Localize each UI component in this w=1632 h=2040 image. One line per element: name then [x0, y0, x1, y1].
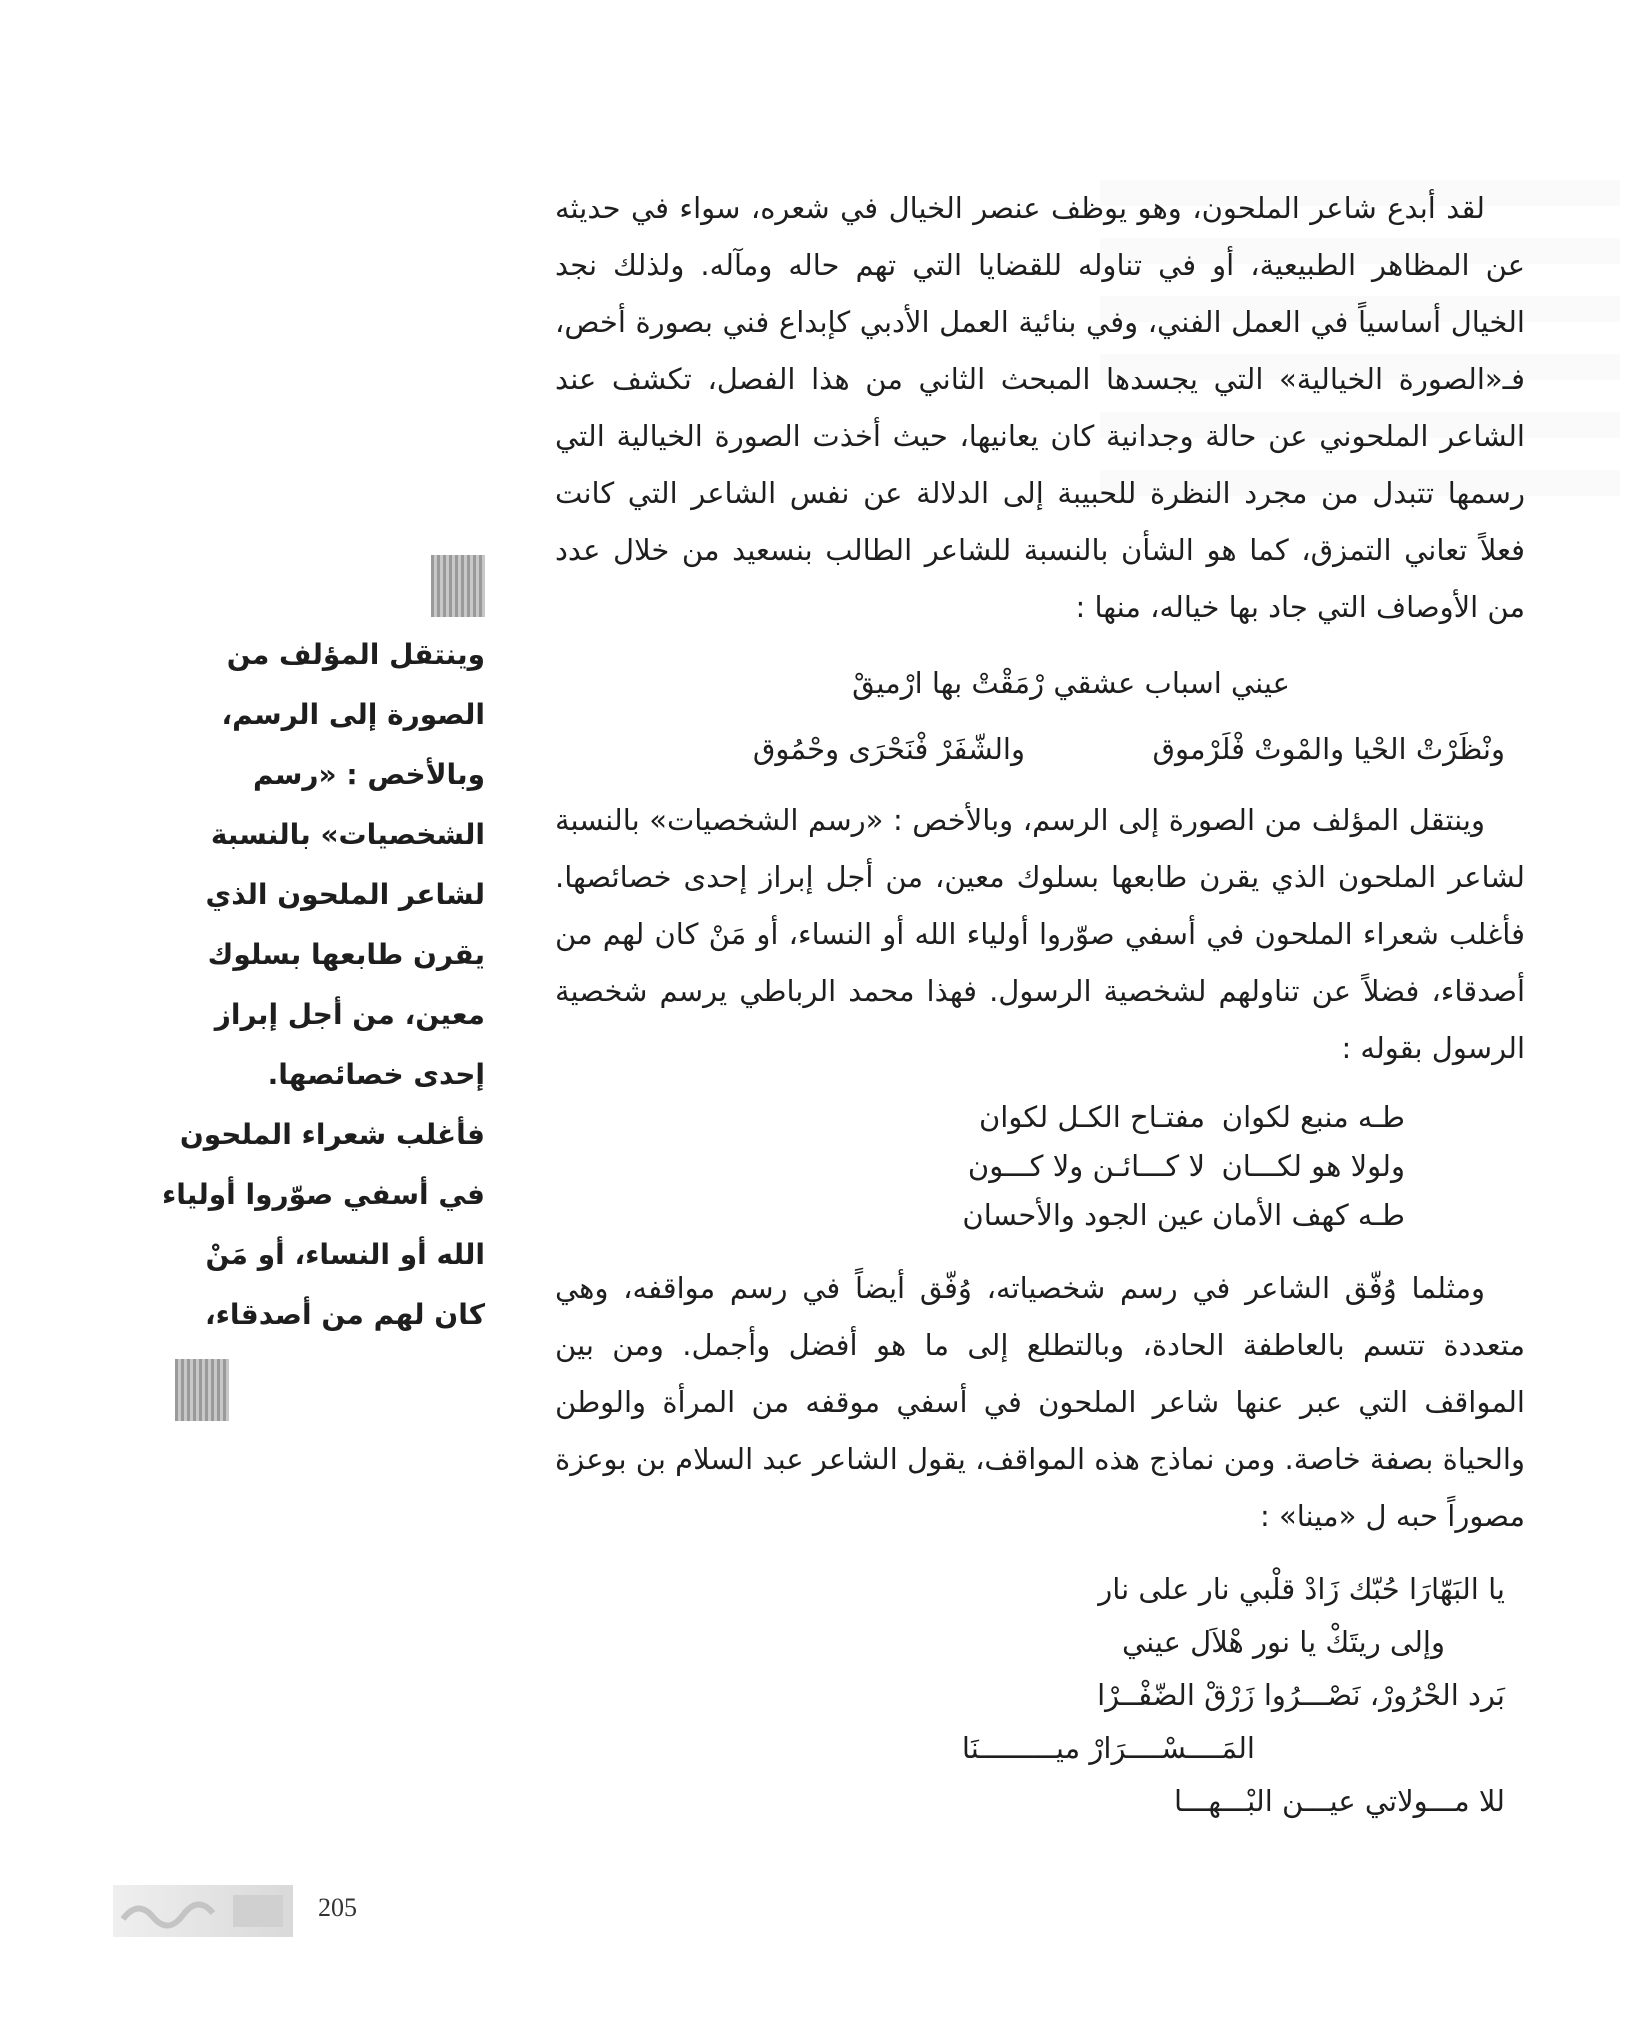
poem-2-line-3-right: طـه كهف الأمان — [1211, 1198, 1405, 1232]
poem-1-line-1 — [555, 650, 1525, 716]
footer-logo-area — [113, 1885, 303, 1937]
paragraph-1: لقد أبدع شاعر الملحون، وهو يوظف عنصر الخيال في شعره، سواء في حديثه عن المظاهر الطبيعية، أو في تناوله للقضايا التي تهم حاله ومآله. ولذلك نجد الخيال أساسياً في العمل الفني، وفي بنائية العمل الأدبي كإبداع فني بصورة أخص، فـ«الصورة الخيالية» التي يجسدها المبحث الثاني من هذا الفصل، تكشف عند الشاعر الملحوني عن حالة وجدانية كان يعانيها، حيث أخذت الصورة الخيالية التي رسمها تتبدل من مجرد النظرة للحبيبة إلى الدلالة عن نفس الشاعر التي كانت فعلاً تعاني التمزق، كما هو الشأن بالنسبة للشاعر الطالب بنسعيد من خلال عدد من الأوصاف التي جاد بها خياله، منها : — [555, 191, 1525, 624]
poem-3-line-5: للا مـــولاتي عيـــن البْـــهـــا — [1173, 1784, 1505, 1818]
pull-quote-line: يقرن طابعها بسلوك — [207, 938, 485, 971]
pull-quote-line: كان لهم من أصدقاء، — [204, 1298, 485, 1331]
pull-quote-line: وبالأخص : «رسم — [252, 758, 485, 791]
pull-quote-text — [161, 625, 485, 1345]
poem-3-line-2: وإلى ريتَكْ يا نور هْلاَل عيني — [1121, 1625, 1445, 1659]
poem-2-line-1 — [555, 1093, 1525, 1142]
pull-quote-line: وينتقل المؤلف من — [226, 638, 485, 671]
pull-quote-line: الله أو النساء، أو مَنْ — [205, 1238, 485, 1271]
poem-2-line-3-left: عين الجود والأحسان — [962, 1198, 1205, 1232]
poem-3-line-3: بَرد الحْرُورْ، نَصْـــرُوا زَرْقْ الضّفْــرْا — [1097, 1678, 1505, 1712]
poem-2-line-1-left: مفتـاح الكـل لكوان — [979, 1100, 1205, 1134]
pull-quote-line: معين، من أجل إبراز — [214, 998, 485, 1031]
poem-2-line-2-left: لا كـــائـن ولا كـــون — [967, 1149, 1205, 1183]
poem-2 — [555, 1093, 1525, 1240]
paragraph-3: ومثلما وُفّق الشاعر في رسم شخصياته، وُفّق أيضاً في رسم مواقفه، وهي متعددة تتسم بالعاطفة الحادة، وبالتطلع إلى ما هو أفضل وأجمل. ومن بين المواقف التي عبر عنها شاعر الملحون في أسفي موقفه من المرأة والوطن والحياة بصفة خاصة. ومن نماذج هذه المواقف، يقول الشاعر عبد السلام بن بوعزة مصوراً حبه ل «مينا» : — [555, 1271, 1525, 1533]
poem-3-line-1: يا البَهّارَا حُبّك زَادْ قلْبي نار على نار — [1098, 1572, 1505, 1606]
pull-quote-line: لشاعر الملحون الذي — [205, 878, 485, 911]
poem-2-line-2-right: ولولا هو لكـــان — [1221, 1149, 1405, 1183]
paragraph-2: وينتقل المؤلف من الصورة إلى الرسم، وبالأخص : «رسم الشخصيات» بالنسبة لشاعر الملحون الذي يقرن طابعها بسلوك معين، من أجل إبراز إحدى خصائصها. فأغلب شعراء الملحون في أسفي صوّروا أولياء الله أو النساء، أو مَنْ كان لهم من أصدقاء، فضلاً عن تناولهم لشخصية الرسول. فهذا محمد الرباطي يرسم شخصية الرسول بقوله : — [555, 803, 1525, 1065]
magazine-logo-icon — [113, 1885, 293, 1937]
poem-3-line-4: المَــــسْــــرَارْ ميـــــــــنَا — [961, 1731, 1255, 1765]
quote-mark-close-icon — [175, 1359, 229, 1421]
pull-quote — [161, 555, 485, 1421]
quote-mark-open-icon — [431, 555, 485, 617]
poem-1-line-2-right: ونْظَرْتْ الحْيا والمْوتْ فْلَرْموق — [1152, 732, 1505, 766]
poem-3 — [555, 1563, 1525, 1828]
poem-2-line-1-right: طـه منبع لكوان — [1221, 1100, 1405, 1134]
page-number: 205 — [318, 1893, 357, 1922]
pull-quote-line: فأغلب شعراء الملحون — [179, 1118, 485, 1151]
poem-1-line-2-left: والشّفَرْ فْنَحْرَى وحْمُوق — [752, 732, 1025, 766]
poem-2-line-2 — [555, 1142, 1525, 1191]
poem-1-line-1-text: عيني اسباب عشقي رْمَقْتْ بها ارْميقْ — [852, 666, 1290, 700]
pull-quote-line: الصورة إلى الرسم، — [221, 698, 485, 731]
pull-quote-line: الشخصيات» بالنسبة — [210, 818, 485, 851]
logo-wave-icon — [113, 1885, 293, 1937]
pull-quote-line: في أسفي صوّروا أولياء — [161, 1178, 485, 1211]
poem-1-line-2 — [555, 716, 1525, 782]
poem-2-line-3 — [555, 1191, 1525, 1240]
pull-quote-line: إحدى خصائصها. — [267, 1058, 485, 1091]
poem-1 — [555, 650, 1525, 782]
main-text-column — [555, 180, 1525, 1828]
